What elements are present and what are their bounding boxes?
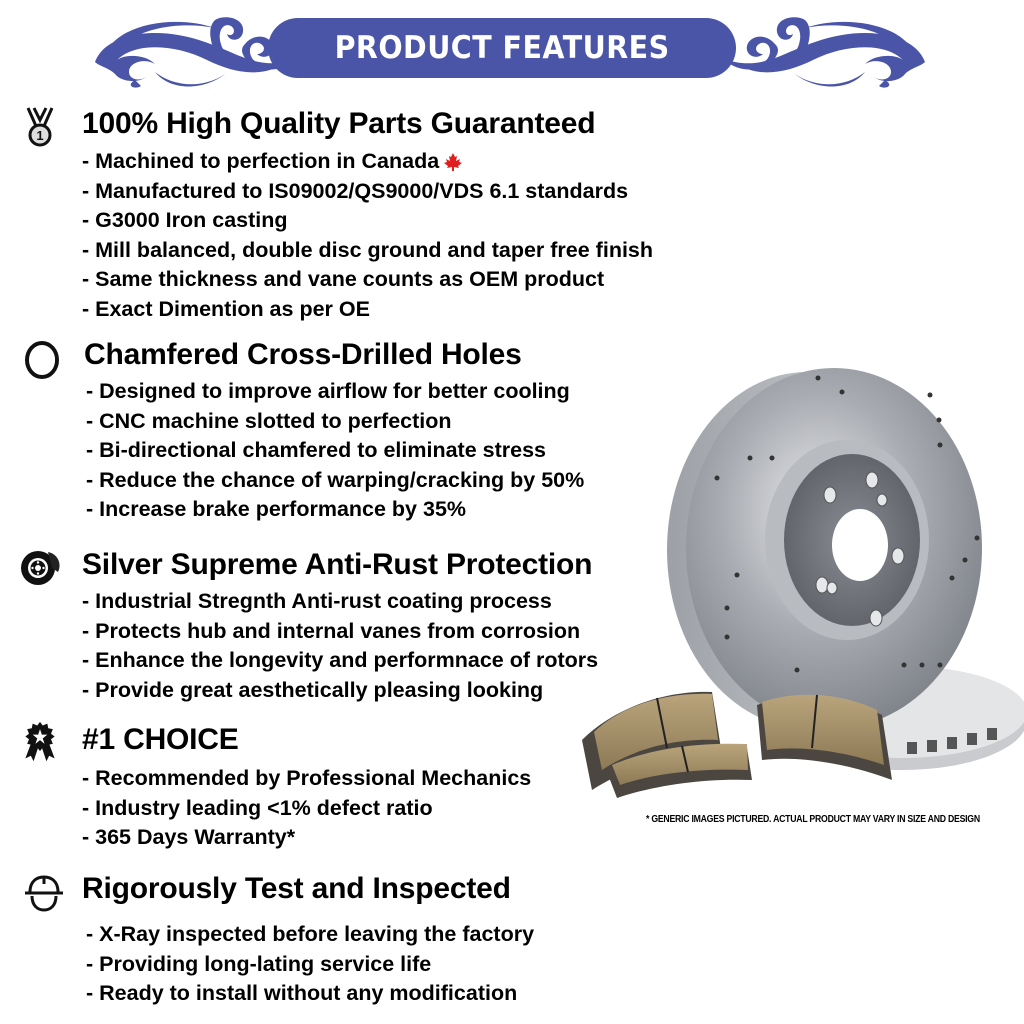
feature-bullet: - Recommended by Professional Mechanics [82, 766, 532, 790]
feature-bullet: - Provide great aesthetically pleasing looking [82, 677, 544, 702]
section-title: Silver Supreme Anti-Rust Protection [82, 548, 593, 581]
feature-bullet: - Ready to install without any modification [86, 981, 518, 1006]
feature-bullet: - G3000 Iron casting [82, 208, 288, 233]
medal-icon [18, 104, 62, 148]
feature-bullet: - 365 Days Warranty* [82, 825, 296, 850]
section-title: Rigorously Test and Inspected [82, 872, 511, 905]
feature-bullet: - Bi-directional chamfered to eliminate stress [86, 438, 546, 463]
feature-bullet: - Reduce the chance of warping/cracking by 50% [86, 467, 585, 492]
feature-bullet: - Enhance the longevity and performnace of rotors [82, 648, 599, 673]
section-title: #1 CHOICE [82, 723, 239, 756]
feature-bullet: - Mill balanced, double disc ground and taper free finish [82, 237, 654, 262]
hard-hat-icon [22, 872, 66, 916]
feature-bullet: - CNC machine slotted to perfection [86, 408, 452, 433]
svg-text:1: 1 [36, 128, 44, 143]
section-title: 100% High Quality Parts Guaranteed [82, 107, 596, 140]
brake-disc-icon [18, 546, 62, 590]
maple-leaf-icon [443, 152, 463, 172]
ring-hole-icon [20, 338, 64, 382]
feature-bullet: - Industry leading <1% defect ratio [82, 795, 433, 820]
feature-bullet: - Providing long-lating service life [86, 951, 432, 976]
feature-bullet: - Manufactured to IS09002/QS9000/VDS 6.1 standards [82, 178, 629, 203]
feature-bullet: - Exact Dimention as per OE [82, 296, 370, 321]
feature-bullet: - X-Ray inspected before leaving the factory [86, 922, 535, 946]
header-title-pill [268, 18, 736, 78]
feature-bullet: - Machined to perfection in Canada [82, 147, 653, 177]
section-title: Chamfered Cross-Drilled Holes [84, 338, 522, 371]
disclaimer-text: * GENERIC IMAGES PICTURED. ACTUAL PRODUCT MAY VARY IN SIZE AND DESIGN [646, 813, 980, 825]
award-ribbon-icon [18, 720, 62, 764]
brake-rotor-pads-image [572, 360, 1024, 800]
feature-bullet: - Increase brake performance by 35% [86, 497, 467, 522]
feature-bullet: - Protects hub and internal vanes from corrosion [82, 618, 581, 643]
feature-bullet: - Same thickness and vane counts as OEM product [82, 267, 605, 292]
feature-bullet: - Designed to improve airflow for better cooling [86, 379, 570, 403]
feature-bullet: - Industrial Stregnth Anti-rust coating process [82, 589, 552, 613]
page-title: PRODUCT FEATURES [334, 30, 670, 66]
